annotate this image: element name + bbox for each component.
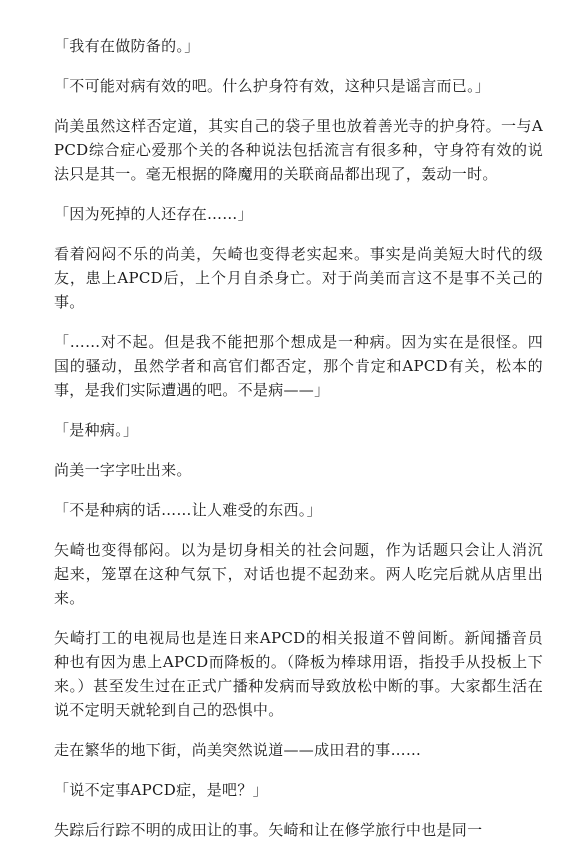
narration-paragraph: 失踪后行踪不明的成田让的事。矢崎和让在修学旅行中也是同一 bbox=[54, 821, 483, 839]
dialogue-paragraph: 「说不定事APCD症，是吧？」 bbox=[54, 781, 268, 799]
dialogue-paragraph: 「不是种病的话……让人难受的东西。」 bbox=[54, 501, 322, 519]
dialogue-paragraph: 「我有在做防备的。」 bbox=[54, 37, 200, 55]
dialogue-paragraph: 「不可能对病有效的吧。什么护身符有效，这种只是谣言而已。」 bbox=[54, 77, 491, 95]
dialogue-paragraph: 「……对不起。但是我不能把那个想成是一种病。因为实在是很怪。四国的骚动，虽然学者和高官们都否定，那个肯定和APCD有关，松本的事，是我们实际遭遇的吧。不是病——」 bbox=[54, 333, 543, 399]
narration-paragraph: 看着闷闷不乐的尚美，矢崎也变得老实起来。事实是尚美短大时代的级友，患上APCD后，上个月自杀身亡。对于尚美而言这不是事不关己的事。 bbox=[54, 245, 543, 311]
narration-paragraph: 走在繁华的地下街，尚美突然说道——成田君的事…… bbox=[54, 741, 422, 759]
narration-paragraph: 矢崎也变得郁闷。以为是切身相关的社会问题，作为话题只会让人消沉起来，笼罩在这种气氛下，对话也提不起劲来。两人吃完后就从店里出来。 bbox=[54, 541, 543, 607]
narration-paragraph: 尚美虽然这样否定道，其实自己的袋子里也放着善光寺的护身符。一与APCD综合症心爱那个关的各种说法包括流言有很多种，守身符有效的说法只是其一。毫无根据的降魔用的关联商品都出现了，轰动一时。 bbox=[54, 117, 543, 183]
dialogue-paragraph: 「因为死掉的人还存在……」 bbox=[54, 205, 253, 223]
dialogue-paragraph: 「是种病。」 bbox=[54, 421, 139, 439]
narration-paragraph: 矢崎打工的电视局也是连日来APCD的相关报道不曾间断。新闻播音员种也有因为患上APCD而降板的。（降板为棒球用语，指投手从投板上下来。）甚至发生过在正式广播种发病而导致放松中断的事。大家都生活在说不定明天就轮到自己的恐惧中。 bbox=[54, 629, 543, 719]
narration-paragraph: 尚美一字字吐出来。 bbox=[54, 461, 192, 479]
